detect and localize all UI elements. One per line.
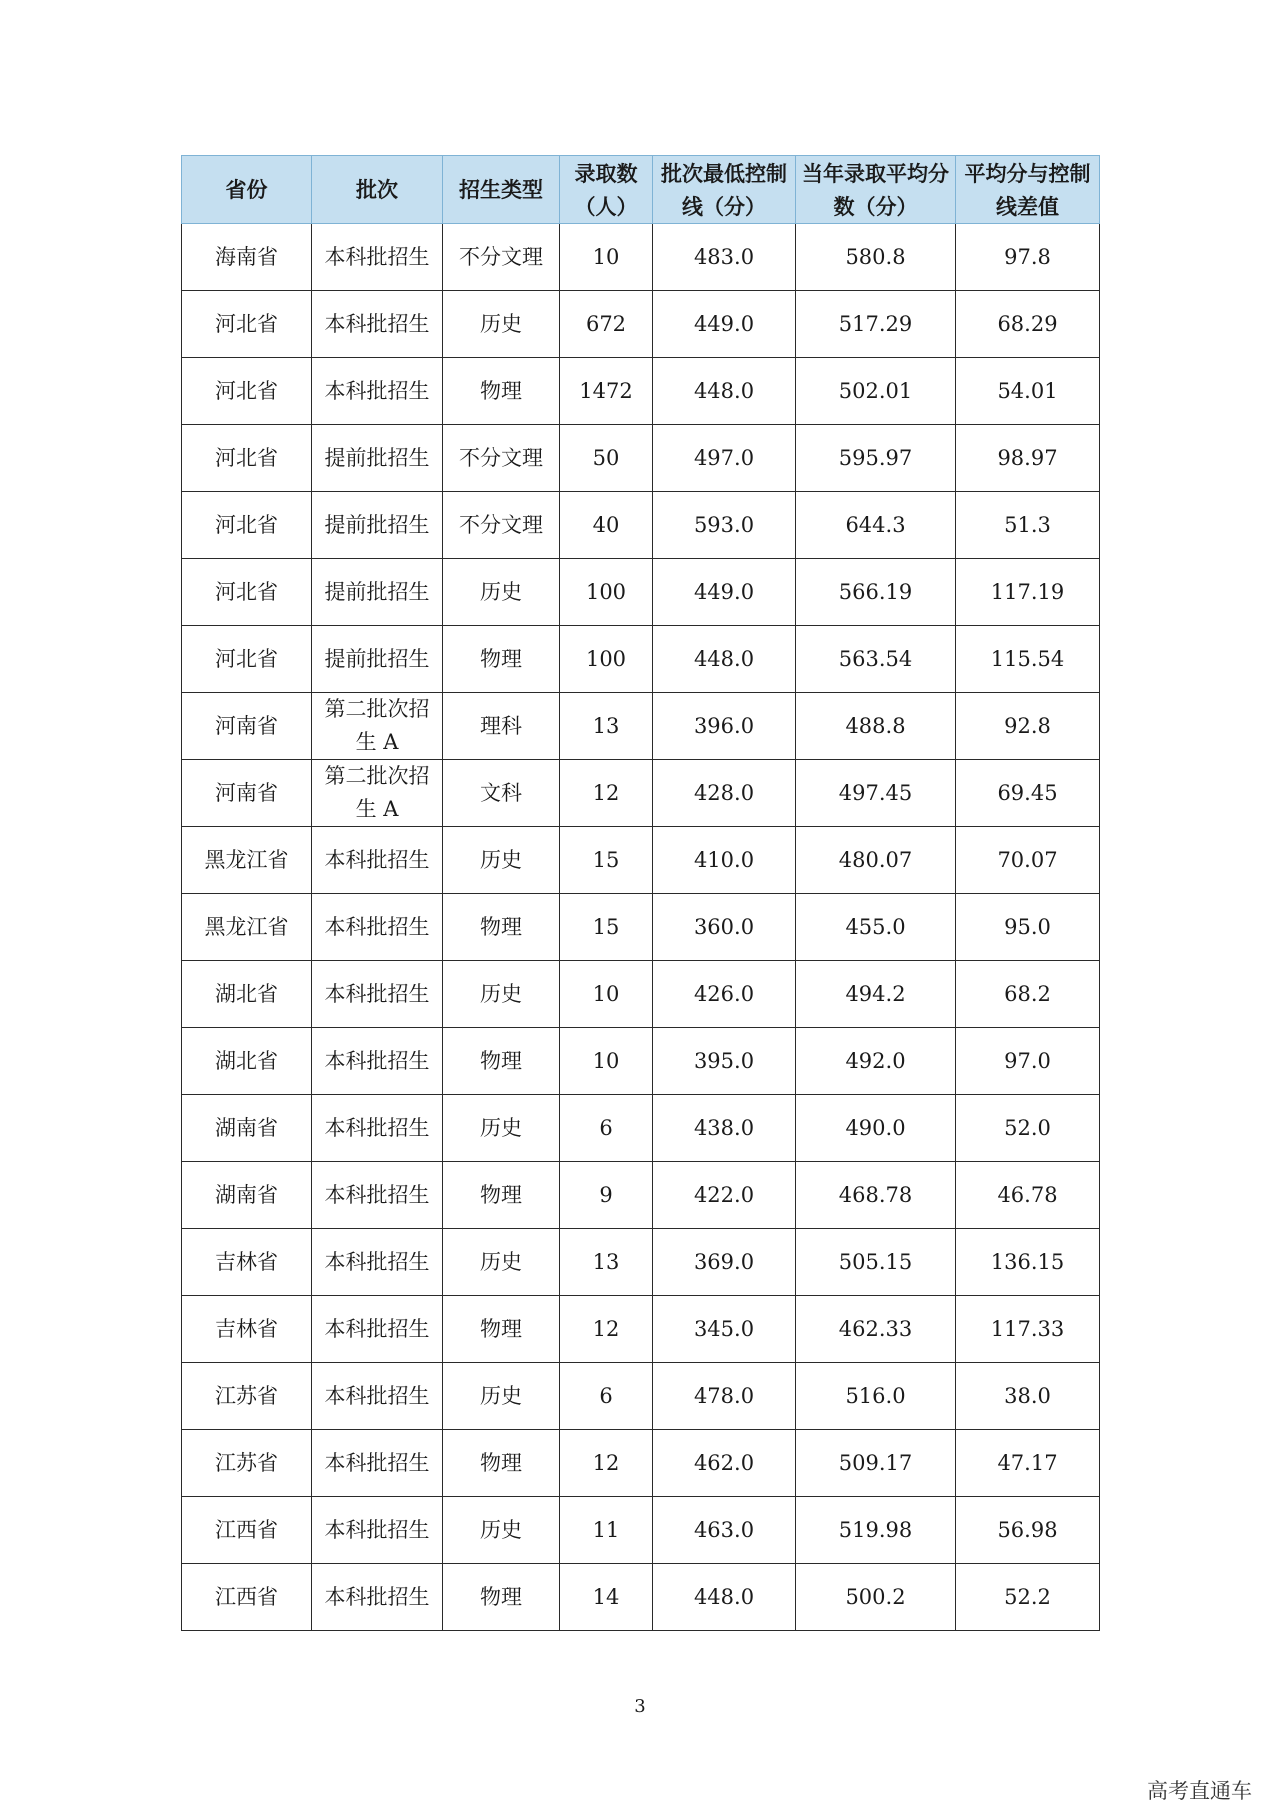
score-difference-cell: 70.07: [956, 827, 1100, 894]
table-header: [182, 156, 1100, 224]
average-score-cell: 494.2: [796, 961, 956, 1028]
average-score-cell: 517.29: [796, 291, 956, 358]
table-row: [182, 1497, 1100, 1564]
admission-type-cell: 物理: [443, 1296, 560, 1363]
table-row: [182, 1229, 1100, 1296]
average-score-cell: 563.54: [796, 626, 956, 693]
score-difference-cell: 56.98: [956, 1497, 1100, 1564]
admission-type-cell: 物理: [443, 1430, 560, 1497]
admission-type-cell: 理科: [443, 693, 560, 760]
average-score-cell: 455.0: [796, 894, 956, 961]
batch-cell: 本科批招生: [312, 1296, 443, 1363]
admitted-count-cell: 100: [560, 559, 653, 626]
table-row: [182, 1564, 1100, 1631]
batch-cell: 本科批招生: [312, 358, 443, 425]
admission-type-cell: 物理: [443, 894, 560, 961]
min-control-line-cell: 426.0: [653, 961, 796, 1028]
admission-type-cell: 历史: [443, 1363, 560, 1430]
batch-cell: 本科批招生: [312, 1564, 443, 1631]
batch-cell: 第二批次招生 A: [312, 760, 443, 827]
table-row: [182, 1363, 1100, 1430]
average-score-cell: 595.97: [796, 425, 956, 492]
province-cell: 吉林省: [182, 1229, 312, 1296]
province-cell: 江苏省: [182, 1430, 312, 1497]
table-body: [182, 224, 1100, 1631]
score-difference-cell: 98.97: [956, 425, 1100, 492]
score-difference-cell: 97.8: [956, 224, 1100, 291]
admission-type-cell: 物理: [443, 1028, 560, 1095]
province-cell: 河北省: [182, 291, 312, 358]
min-control-line-cell: 410.0: [653, 827, 796, 894]
batch-cell: 提前批招生: [312, 492, 443, 559]
score-difference-cell: 97.0: [956, 1028, 1100, 1095]
admitted-count-cell: 10: [560, 224, 653, 291]
batch-cell: 本科批招生: [312, 1095, 443, 1162]
min-control-line-cell: 448.0: [653, 1564, 796, 1631]
batch-cell: 本科批招生: [312, 1162, 443, 1229]
admission-type-cell: 历史: [443, 961, 560, 1028]
table-row: [182, 1028, 1100, 1095]
header-row: [182, 156, 1100, 224]
province-cell: 河南省: [182, 693, 312, 760]
batch-cell: 本科批招生: [312, 1497, 443, 1564]
admission-type-cell: 不分文理: [443, 425, 560, 492]
admission-type-cell: 历史: [443, 1229, 560, 1296]
batch-cell: 本科批招生: [312, 224, 443, 291]
table-row: [182, 224, 1100, 291]
score-difference-cell: 47.17: [956, 1430, 1100, 1497]
batch-cell: 本科批招生: [312, 1430, 443, 1497]
column-header: 录取数（人）: [560, 156, 653, 224]
admission-table: [181, 155, 1100, 1631]
column-header: 批次: [312, 156, 443, 224]
score-difference-cell: 46.78: [956, 1162, 1100, 1229]
province-cell: 河北省: [182, 559, 312, 626]
table-row: [182, 1095, 1100, 1162]
average-score-cell: 468.78: [796, 1162, 956, 1229]
table-row: [182, 559, 1100, 626]
province-cell: 吉林省: [182, 1296, 312, 1363]
average-score-cell: 519.98: [796, 1497, 956, 1564]
average-score-cell: 490.0: [796, 1095, 956, 1162]
admitted-count-cell: 10: [560, 1028, 653, 1095]
province-cell: 河北省: [182, 626, 312, 693]
admitted-count-cell: 15: [560, 827, 653, 894]
admitted-count-cell: 672: [560, 291, 653, 358]
admission-type-cell: 历史: [443, 1095, 560, 1162]
batch-cell: 本科批招生: [312, 961, 443, 1028]
admitted-count-cell: 12: [560, 1296, 653, 1363]
average-score-cell: 497.45: [796, 760, 956, 827]
score-difference-cell: 52.0: [956, 1095, 1100, 1162]
column-header: 批次最低控制线（分）: [653, 156, 796, 224]
province-cell: 河北省: [182, 425, 312, 492]
table-row: [182, 492, 1100, 559]
table-row: [182, 358, 1100, 425]
min-control-line-cell: 369.0: [653, 1229, 796, 1296]
batch-cell: 本科批招生: [312, 827, 443, 894]
province-cell: 河北省: [182, 358, 312, 425]
watermark: 高考直通车: [1147, 1779, 1252, 1803]
admitted-count-cell: 11: [560, 1497, 653, 1564]
score-difference-cell: 95.0: [956, 894, 1100, 961]
min-control-line-cell: 593.0: [653, 492, 796, 559]
score-difference-cell: 51.3: [956, 492, 1100, 559]
score-difference-cell: 69.45: [956, 760, 1100, 827]
batch-cell: 本科批招生: [312, 1363, 443, 1430]
score-difference-cell: 38.0: [956, 1363, 1100, 1430]
average-score-cell: 509.17: [796, 1430, 956, 1497]
admission-type-cell: 物理: [443, 1564, 560, 1631]
province-cell: 湖南省: [182, 1095, 312, 1162]
admission-type-cell: 历史: [443, 291, 560, 358]
table-row: [182, 425, 1100, 492]
admitted-count-cell: 12: [560, 760, 653, 827]
min-control-line-cell: 497.0: [653, 425, 796, 492]
admitted-count-cell: 40: [560, 492, 653, 559]
table-row: [182, 894, 1100, 961]
admitted-count-cell: 1472: [560, 358, 653, 425]
admission-type-cell: 物理: [443, 626, 560, 693]
column-header: 平均分与控制线差值: [956, 156, 1100, 224]
admitted-count-cell: 14: [560, 1564, 653, 1631]
average-score-cell: 505.15: [796, 1229, 956, 1296]
table-row: [182, 626, 1100, 693]
min-control-line-cell: 395.0: [653, 1028, 796, 1095]
min-control-line-cell: 360.0: [653, 894, 796, 961]
table-row: [182, 1430, 1100, 1497]
column-header: 当年录取平均分数（分）: [796, 156, 956, 224]
table-row: [182, 961, 1100, 1028]
admission-type-cell: 历史: [443, 559, 560, 626]
score-difference-cell: 115.54: [956, 626, 1100, 693]
min-control-line-cell: 428.0: [653, 760, 796, 827]
admission-type-cell: 文科: [443, 760, 560, 827]
batch-cell: 本科批招生: [312, 894, 443, 961]
province-cell: 江西省: [182, 1497, 312, 1564]
admitted-count-cell: 100: [560, 626, 653, 693]
batch-cell: 本科批招生: [312, 1229, 443, 1296]
admitted-count-cell: 13: [560, 1229, 653, 1296]
admission-type-cell: 物理: [443, 358, 560, 425]
admitted-count-cell: 6: [560, 1363, 653, 1430]
min-control-line-cell: 448.0: [653, 358, 796, 425]
province-cell: 黑龙江省: [182, 894, 312, 961]
average-score-cell: 566.19: [796, 559, 956, 626]
table-row: [182, 291, 1100, 358]
column-header: 省份: [182, 156, 312, 224]
province-cell: 湖北省: [182, 1028, 312, 1095]
score-difference-cell: 68.29: [956, 291, 1100, 358]
page-number: 3: [634, 1696, 646, 1717]
table-row: [182, 693, 1100, 760]
admitted-count-cell: 6: [560, 1095, 653, 1162]
average-score-cell: 644.3: [796, 492, 956, 559]
admitted-count-cell: 50: [560, 425, 653, 492]
min-control-line-cell: 478.0: [653, 1363, 796, 1430]
table-row: [182, 827, 1100, 894]
batch-cell: 第二批次招生 A: [312, 693, 443, 760]
min-control-line-cell: 483.0: [653, 224, 796, 291]
admission-type-cell: 历史: [443, 1497, 560, 1564]
admission-type-cell: 不分文理: [443, 492, 560, 559]
average-score-cell: 502.01: [796, 358, 956, 425]
province-cell: 江西省: [182, 1564, 312, 1631]
average-score-cell: 480.07: [796, 827, 956, 894]
min-control-line-cell: 449.0: [653, 291, 796, 358]
min-control-line-cell: 463.0: [653, 1497, 796, 1564]
province-cell: 江苏省: [182, 1363, 312, 1430]
score-difference-cell: 92.8: [956, 693, 1100, 760]
province-cell: 河北省: [182, 492, 312, 559]
min-control-line-cell: 449.0: [653, 559, 796, 626]
batch-cell: 本科批招生: [312, 1028, 443, 1095]
average-score-cell: 462.33: [796, 1296, 956, 1363]
admitted-count-cell: 10: [560, 961, 653, 1028]
admission-type-cell: 物理: [443, 1162, 560, 1229]
table-row: [182, 1162, 1100, 1229]
table-row: [182, 1296, 1100, 1363]
province-cell: 湖南省: [182, 1162, 312, 1229]
province-cell: 河南省: [182, 760, 312, 827]
min-control-line-cell: 345.0: [653, 1296, 796, 1363]
score-difference-cell: 68.2: [956, 961, 1100, 1028]
batch-cell: 提前批招生: [312, 425, 443, 492]
average-score-cell: 488.8: [796, 693, 956, 760]
column-header: 招生类型: [443, 156, 560, 224]
province-cell: 海南省: [182, 224, 312, 291]
batch-cell: 本科批招生: [312, 291, 443, 358]
score-difference-cell: 117.33: [956, 1296, 1100, 1363]
min-control-line-cell: 422.0: [653, 1162, 796, 1229]
admitted-count-cell: 9: [560, 1162, 653, 1229]
average-score-cell: 500.2: [796, 1564, 956, 1631]
min-control-line-cell: 396.0: [653, 693, 796, 760]
min-control-line-cell: 448.0: [653, 626, 796, 693]
score-difference-cell: 52.2: [956, 1564, 1100, 1631]
score-difference-cell: 136.15: [956, 1229, 1100, 1296]
batch-cell: 提前批招生: [312, 626, 443, 693]
score-difference-cell: 117.19: [956, 559, 1100, 626]
admission-type-cell: 历史: [443, 827, 560, 894]
min-control-line-cell: 462.0: [653, 1430, 796, 1497]
batch-cell: 提前批招生: [312, 559, 443, 626]
province-cell: 黑龙江省: [182, 827, 312, 894]
admission-type-cell: 不分文理: [443, 224, 560, 291]
admitted-count-cell: 12: [560, 1430, 653, 1497]
average-score-cell: 492.0: [796, 1028, 956, 1095]
average-score-cell: 516.0: [796, 1363, 956, 1430]
score-difference-cell: 54.01: [956, 358, 1100, 425]
min-control-line-cell: 438.0: [653, 1095, 796, 1162]
admitted-count-cell: 13: [560, 693, 653, 760]
province-cell: 湖北省: [182, 961, 312, 1028]
admitted-count-cell: 15: [560, 894, 653, 961]
average-score-cell: 580.8: [796, 224, 956, 291]
table-row: [182, 760, 1100, 827]
